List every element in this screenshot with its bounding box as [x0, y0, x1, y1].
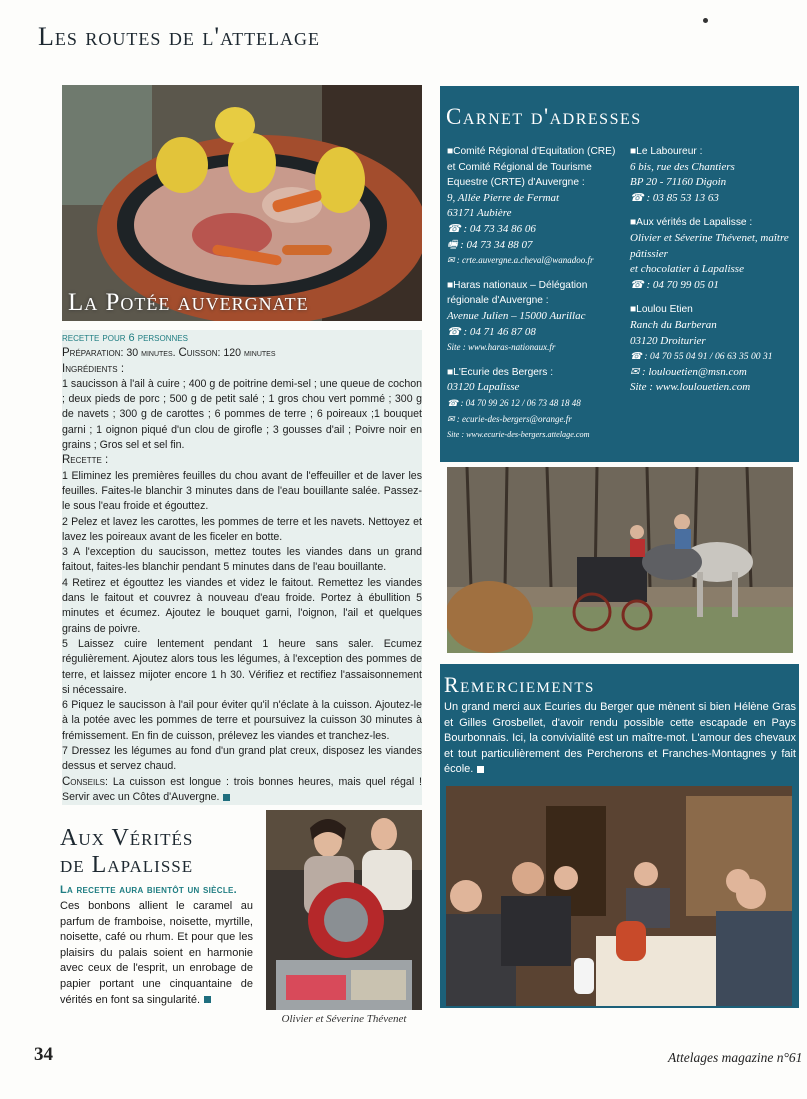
tips-label: Conseils: [62, 775, 105, 788]
address-line: 03120 Droiturier: [630, 334, 706, 347]
phone-line: ☎ : 03 85 53 13 63: [630, 191, 719, 204]
decorative-dot: [703, 18, 708, 23]
address-line: Avenue Julien – 15000 Aurillac: [447, 309, 586, 322]
recipe-step: 4 Retirez et égouttez les viandes et videz le faitout. Remettez les viandes dans le faitout et couvrez à nouveau d'eau froide. Portez à ébullition 5 minutes et écumez. Ajoutez le bouquet garni, l'oignon, l'ail et quelques grains de poivre.: [62, 576, 422, 635]
address-entry: [447, 278, 625, 356]
potee-photo: [62, 85, 422, 321]
phone-line: ☎ : 04 71 46 87 08: [447, 325, 536, 338]
address-entry: [630, 302, 796, 396]
address-name: ■L'Ecurie des Bergers :: [447, 366, 554, 378]
website-line: Site : www.loulouetien.com: [630, 381, 751, 394]
phone-line: ☎ : 04 73 34 86 06: [447, 222, 536, 235]
recipe-label: Recette :: [62, 454, 109, 467]
address-line: 63171 Aubière: [447, 207, 512, 220]
recipe-serves: recette pour 6 personnes: [62, 332, 188, 344]
photo-caption: Olivier et Séverine Thévenet: [281, 1013, 407, 1025]
prep-value: : 30 minutes.: [120, 347, 179, 360]
remerciements-body: Un grand merci aux Ecuries du Berger que mènent si bien Hélène Gras et Gilles Grosbellet, d'avoir rendu possible cette escapade en Pays Bourbonnais. Ici, la convivialité est un maître-mot. L'amour des chevaux et tout particulièrement des Percherons et Franches-Montagnes y fait école.: [444, 701, 796, 775]
page-number: 34: [34, 1044, 53, 1065]
remerciements-title: Remerciements: [444, 672, 595, 697]
recipe-step: 6 Piquez le saucisson à l'ail pour éviter qu'il n'éclate à la cuisson. Ajoutez-le à la potée avec les pommes de terre et poursuivez la cuisson 30 minutes à frémissement. En fin de cuisson, prélevez les viandes et tranchez-les.: [62, 699, 422, 742]
phone-line: ☎ : 04 70 99 26 12 / 06 73 48 18 48: [447, 397, 581, 408]
address-line: BP 20 - 71160 Digoin: [630, 176, 727, 189]
website-line: Site : www.haras-nationaux.fr: [447, 342, 556, 353]
aux-verites-text: [60, 899, 253, 1008]
recipe-step: 5 Laissez cuire lentement pendant 1 heure sans saler. Ecumez régulièrement. Ajoutez alors tous les légumes, à l'exception des pommes de terre, et laissez mijoter encore 1 h 30. Vérifiez et rectifiez l'assaisonnement si nécessaire.: [62, 637, 422, 696]
end-square-icon: [477, 766, 484, 773]
carnet-left-column: [447, 144, 625, 452]
aux-verites-title: [60, 825, 193, 879]
aux-verites-body: Ces bonbons allient le caramel au parfum de framboise, noisette, myrtille, noisette, café ou rhum. Et pour que les plaisirs du palais soient en harmonie avec ceux de l'esprit, un enrobage de papier portant une cinquantaine de vérités en font sa singularité.: [60, 900, 253, 1006]
remerciements-panel: [440, 664, 799, 1008]
end-square-icon: [223, 794, 230, 801]
aux-verites-title-line1: Aux Vérités: [60, 825, 194, 851]
address-name: ■Comité Régional d'Equitation (CRE) et Comité Régional de Tourisme Equestre (CRTE) d'Auvergne :: [447, 146, 616, 189]
end-square-icon: [204, 996, 211, 1003]
potee-title: La Potée auvergnate: [68, 289, 309, 316]
recipe-step: 3 A l'exception du saucisson, mettez toutes les viandes dans un grand faitout, faites-les blanchir pendant 5 minutes dans de l'eau bouillante.: [62, 546, 422, 574]
recipe-step: 2 Pelez et lavez les carottes, les pommes de terre et les navets. Nettoyez et lavez les poireaux avant de les ficeler en botte.: [62, 515, 422, 543]
address-line: Ranch du Barberan: [630, 318, 717, 331]
magazine-name: Attelages magazine n°61: [668, 1050, 803, 1065]
fax-line: 🖷 : 04 73 34 88 07: [447, 238, 533, 251]
carnet-title: Carnet d'adresses: [446, 104, 642, 129]
carriage-photo: [447, 467, 793, 653]
aux-verites-title-line2: de Lapalisse: [60, 852, 194, 878]
aux-verites-subtitle: La recette aura bientôt un siècle.: [60, 884, 238, 896]
address-entry: [630, 144, 796, 206]
remerciements-text: [444, 700, 796, 778]
prep-label: Préparation: [62, 347, 121, 360]
email-line: ✉ : crte.auvergne.a.cheval@wanadoo.fr: [447, 255, 594, 266]
address-entry: [447, 144, 625, 269]
recipe-text: [62, 331, 422, 805]
ingredients-list: 1 saucisson à l'ail à cuire ; 400 g de poitrine demi-sel ; une queue de cochon ; deux pieds de porc ; 500 g de petit salé ; 1 gros chou vert pommé ; 300 g de navets ; 300 g de carottes ; 6 pommes de terre ; 6 poireaux ;1 bouquet garni ; 1 oignon piqué d'un clou de girofle ; 3 gousses d'ail ; Poivre noir en grains ; Gros sel et sel fin.: [62, 377, 422, 452]
address-line: Olivier et Séverine Thévenet, maître pâtissier: [630, 231, 789, 260]
email-line: ✉ : ecurie-des-bergers@orange.fr: [447, 413, 572, 424]
address-line: et chocolatier à Lapalisse: [630, 263, 744, 276]
address-entry: [630, 215, 796, 293]
address-entry: [447, 365, 625, 443]
address-name: ■Loulou Etien: [630, 304, 693, 316]
dinner-photo: [446, 786, 792, 1006]
cook-value: : 120 minutes: [217, 347, 276, 360]
phone-line: ☎ : 04 70 55 04 91 / 06 63 35 00 31: [630, 351, 773, 363]
address-name: ■Haras nationaux – Délégation régionale d'Auvergne :: [447, 279, 588, 307]
cook-label: Cuisson: [178, 347, 218, 360]
section-title: Les routes de l'attelage: [38, 22, 321, 51]
tips-text: : La cuisson est longue : trois bonnes heures, mais quel régal ! Servir avec un Côtes d'Auvergne.: [62, 775, 422, 803]
recipe-step: 1 Eliminez les premières feuilles du chou avant de l'effeuiller et de laver les feuilles. Faites-le blanchir 3 minutes dans de l'eau bouillante salée. Passez-le sous l'eau froide et égouttez.: [62, 469, 422, 513]
phone-line: ☎ : 04 70 99 05 01: [630, 278, 719, 291]
thevenet-photo: [266, 810, 422, 1010]
address-name: ■Le Laboureur :: [630, 146, 703, 157]
ingredients-label: Ingrédients :: [62, 362, 125, 375]
carnet-right-column: [630, 144, 796, 405]
address-line: 03120 Lapalisse: [447, 381, 520, 394]
carnet-panel: [440, 86, 799, 462]
address-line: 9, Allée Pierre de Fermat: [447, 191, 560, 204]
address-line: 6 bis, rue des Chantiers: [630, 160, 735, 173]
email-line: ✉ : loulouetien@msn.com: [630, 365, 747, 378]
address-name: ■Aux vérités de Lapalisse :: [630, 217, 753, 229]
recipe-step: 7 Dressez les légumes au fond d'un grand plat creux, disposez les viandes dessus et servez chaud.: [62, 745, 422, 773]
website-line: Site : www.ecurie-des-bergers.attelage.com: [447, 430, 590, 440]
